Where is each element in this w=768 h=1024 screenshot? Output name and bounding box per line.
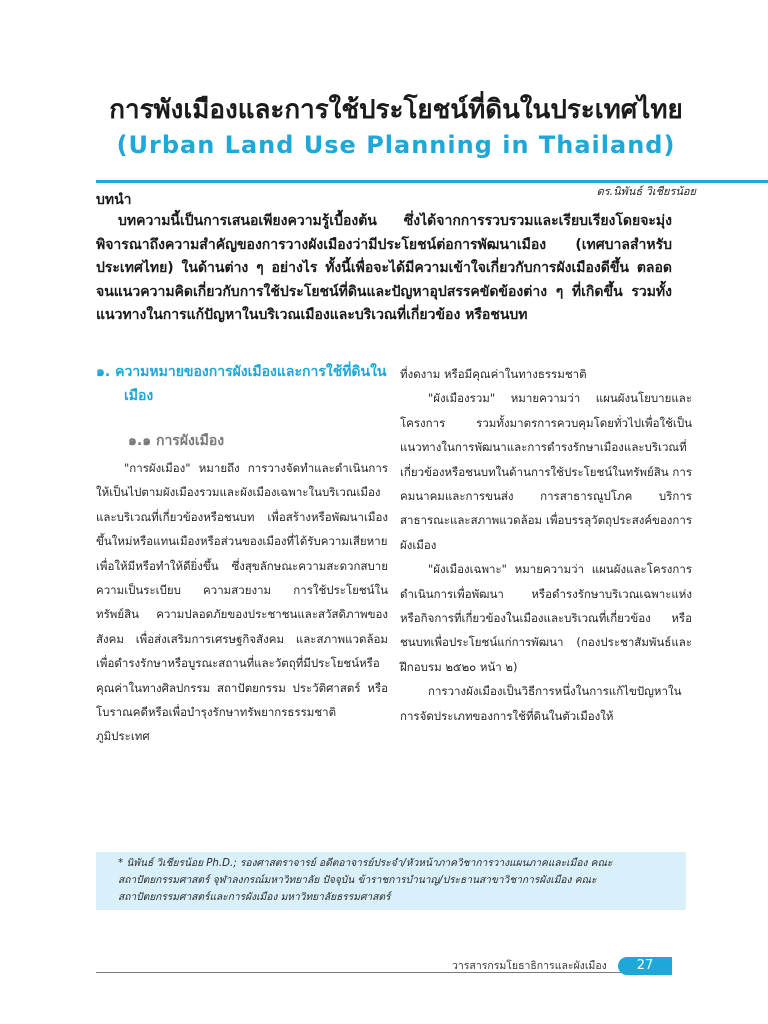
right-column bbox=[400, 362, 692, 728]
title-divider bbox=[96, 180, 768, 183]
page-number-badge: 27 bbox=[618, 957, 672, 975]
abstract-text: บทความนี้เป็นการเสนอเพียงความรู้เบื้องต้น ซึ่งได้จากการรวบรวมและเรียบเรียงโดยจะมุ่งพิจารณาถึงความสำคัญของการวางผังเมืองว่ามีประโยชน์ต่อการพัฒนาเมือง (เทศบาลสำหรับประเทศไทย) ในด้านต่าง ๆ อย่างไร ทั้งนี้เพื่อจะได้มีความเข้าใจเกี่ยวกับการผังเมืองดีขึ้น ตลอดจนแนวความคิดเกี่ยวกับการใช้ประโยชน์ที่ดินและปัญหาอุปสรรคขัดข้องต่าง ๆ ที่เกิดขึ้น รวมทั้งแนวทางในการแก้ปัญหาในบริเวณเมืองและบริเวณที่เกี่ยวข้อง หรือชนบท bbox=[96, 213, 672, 323]
urban-planning-definition: "การผังเมือง" หมายถึง การวางจัดทำและดำเนินการให้เป็นไปตามผังเมืองรวมและผังเมืองเฉพาะในบริเวณเมืองและบริเวณที่เกี่ยวข้องหรือชนบท เพื่อสร้างหรือพัฒนาเมืองขึ้นใหม่หรือแทนเมืองหรือส่วนของเมืองที่ได้รับความเสียหาย เพื่อให้มีหรือทำให้ดียิ่งขึ้น ซึ่งสุขลักษณะความสะดวกสบาย ความเป็นระเบียบ ความสวยงาม การใช้ประโยชน์ในทรัพย์สิน ความปลอดภัยของประชาชนและสวัสดิภาพของสังคม เพื่อส่งเสริมการเศรษฐกิจสังคม และสภาพแวดล้อม เพื่อดำรงรักษาหรือบูรณะสถานที่และวัตถุที่มีประโยชน์หรือคุณค่าในทางศิลปกรรม สถาปัตยกรรม ประวัติศาสตร์ หรือโบราณคดีหรือเพื่อบำรุงรักษาทรัพยากรธรรมชาติ ภูมิประเทศ bbox=[96, 461, 388, 744]
specific-plan-definition: "ผังเมืองเฉพาะ" หมายความว่า แผนผังและโครงการดำเนินการเพื่อพัฒนา หรือดำรงรักษาบริเวณเฉพาะแห่ง หรือกิจการที่เกี่ยวข้องในเมืองและบริเวณที่เกี่ยวข้อง หรือชนบทเพื่อประโยชน์แก่การพัฒนา (กองประชาสัมพันธ์และฝึกอบรม ๒๕๒๐ หน้า ๒) bbox=[400, 562, 692, 674]
abstract-heading: บทนำ bbox=[96, 192, 132, 208]
planning-method-paragraph: การวางผังเมืองเป็นวิธีการหนึ่งในการแก้ไขปัญหาในการจัดประเภทของการใช้ที่ดินในตัวเมืองให้ bbox=[400, 684, 682, 723]
continued-text: ที่งดงาม หรือมีคุณค่าในทางธรรมชาติ bbox=[400, 367, 587, 381]
journal-name: วารสารกรมโยธาธิการและผังเมือง bbox=[452, 960, 607, 972]
author-footnote: * นิพันธ์ วิเชียรน้อย Ph.D.; รองศาสตราจารย์ อดีตอาจารย์ประจำ/หัวหน้าภาควิชาการวางแผนภาคและเมือง คณะสถาปัตยกรรมศาสตร์ จุฬาลงกรณ์มหาวิทยาลัย ปัจจุบัน ข้าราชการบำนาญ/ประธานสาขาวิชาการผังเมือง คณะสถาปัตยกรรมศาสตร์และการผังเมือง มหาวิทยาลัยธรรมศาสตร์ bbox=[96, 852, 686, 910]
abstract-block bbox=[96, 210, 672, 328]
comprehensive-plan-definition: "ผังเมืองรวม" หมายความว่า แผนผังนโยบายและโครงการ รวมทั้งมาตรการควบคุมโดยทั่วไปเพื่อใช้เป็นแนวทางในการพัฒนาและการดำรงรักษาเมืองและบริเวณที่เกี่ยวข้องหรือชนบทในด้านการใช้ประโยชน์ในทรัพย์สิน การคมนาคมและการขนส่ง การสาธารณูปโภค บริการสาธารณะและสภาพแวดล้อม เพื่อบรรลุวัตถุประสงค์ของการผังเมือง bbox=[400, 391, 692, 552]
section-1-1-heading: ๑.๑ การผังเมือง bbox=[128, 433, 225, 449]
section-1-heading: ๑. ความหมายของการผังเมืองและการใช้ที่ดินในเมือง bbox=[96, 364, 387, 404]
article-title-english: (Urban Land Use Planning in Thailand) bbox=[116, 131, 676, 159]
article-title-thai: การพังเมืองและการใช้ประโยชน์ที่ดินในประเทศไทย bbox=[109, 95, 683, 125]
left-column bbox=[96, 360, 388, 749]
author-name: ดร.นิพันธ์ วิเชียรน้อย bbox=[596, 185, 696, 198]
